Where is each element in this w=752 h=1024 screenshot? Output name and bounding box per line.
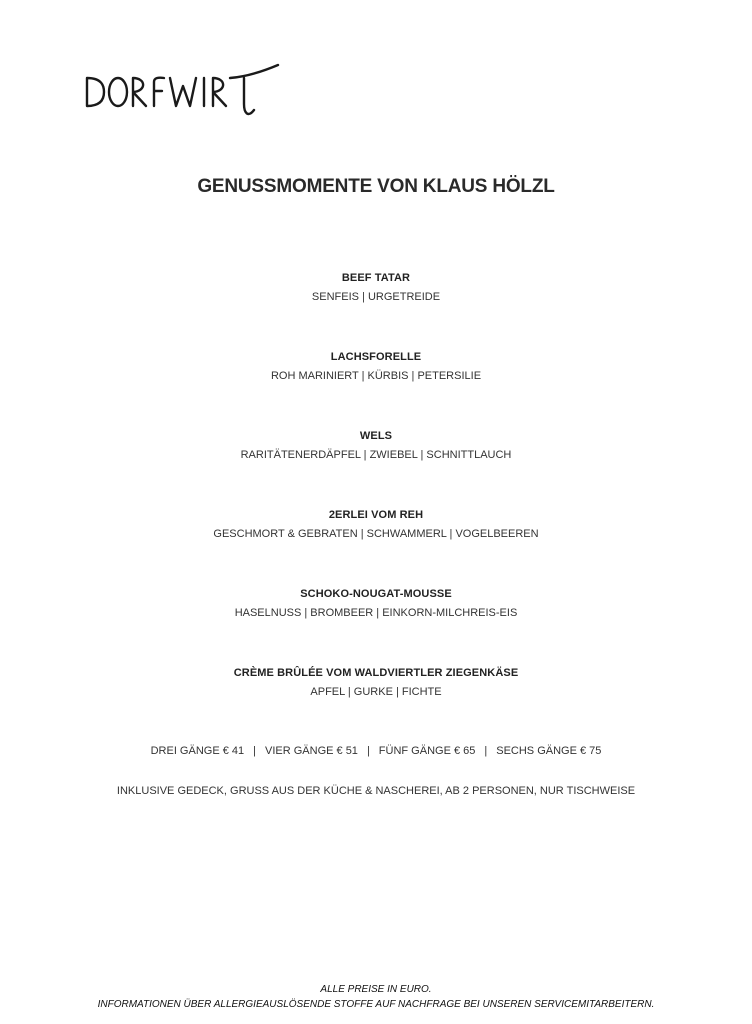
course-name: 2ERLEI VOM REH [328,509,424,521]
price-four-courses: VIER GÄNGE € 51 [265,745,358,757]
footer-allergen-note: INFORMATIONEN ÜBER ALLERGIEAUSLÖSENDE STOFFE AUF NACHFRAGE BEI UNSEREN SERVICEMITARBEITERN. [97,999,655,1010]
price-six-courses: SECHS GÄNGE € 75 [496,745,602,757]
course-description: HASELNUSS | BROMBEER | EINKORN-MILCHREIS-EIS [234,607,518,619]
page-title: GENUSSMOMENTE VON KLAUS HÖLZL [197,176,555,197]
dorfwirt-logo-icon [84,58,284,124]
course-name: SCHOKO-NOUGAT-MOUSSE [300,588,452,600]
course-item [0,428,752,507]
dorfwirt-logo [84,58,284,124]
course-item [0,349,752,428]
price-separator: | [253,745,256,757]
course-name: BEEF TATAR [341,272,411,284]
course-item [0,270,752,349]
course-name: LACHSFORELLE [330,351,422,363]
price-five-courses: FÜNF GÄNGE € 65 [378,745,476,757]
course-description: GESCHMORT & GEBRATEN | SCHWAMMERL | VOGELBEEREN [213,528,539,540]
price-three-courses: DREI GÄNGE € 41 [150,745,245,757]
price-separator: | [366,745,370,757]
inclusive-note: INKLUSIVE GEDECK, GRUSS AUS DER KÜCHE & NASCHEREI, AB 2 PERSONEN, NUR TISCHWEISE [116,785,636,797]
course-list [0,270,752,744]
course-description: SENFEIS | URGETREIDE [311,291,441,303]
course-item [0,665,752,744]
footer-currency-note: ALLE PREISE IN EURO. [320,984,432,995]
course-name: WELS [359,430,393,442]
price-separator: | [484,745,488,757]
course-item [0,586,752,665]
course-name: CRÈME BRÛLÉE VOM WALDVIERTLER ZIEGENKÄSE [233,667,519,679]
course-description: RARITÄTENERDÄPFEL | ZWIEBEL | SCHNITTLAUCH [240,449,512,461]
course-description: ROH MARINIERT | KÜRBIS | PETERSILIE [270,370,482,382]
course-description: APFEL | GURKE | FICHTE [310,686,442,698]
course-item [0,507,752,586]
price-line [0,743,752,759]
footer-note [0,982,752,1012]
